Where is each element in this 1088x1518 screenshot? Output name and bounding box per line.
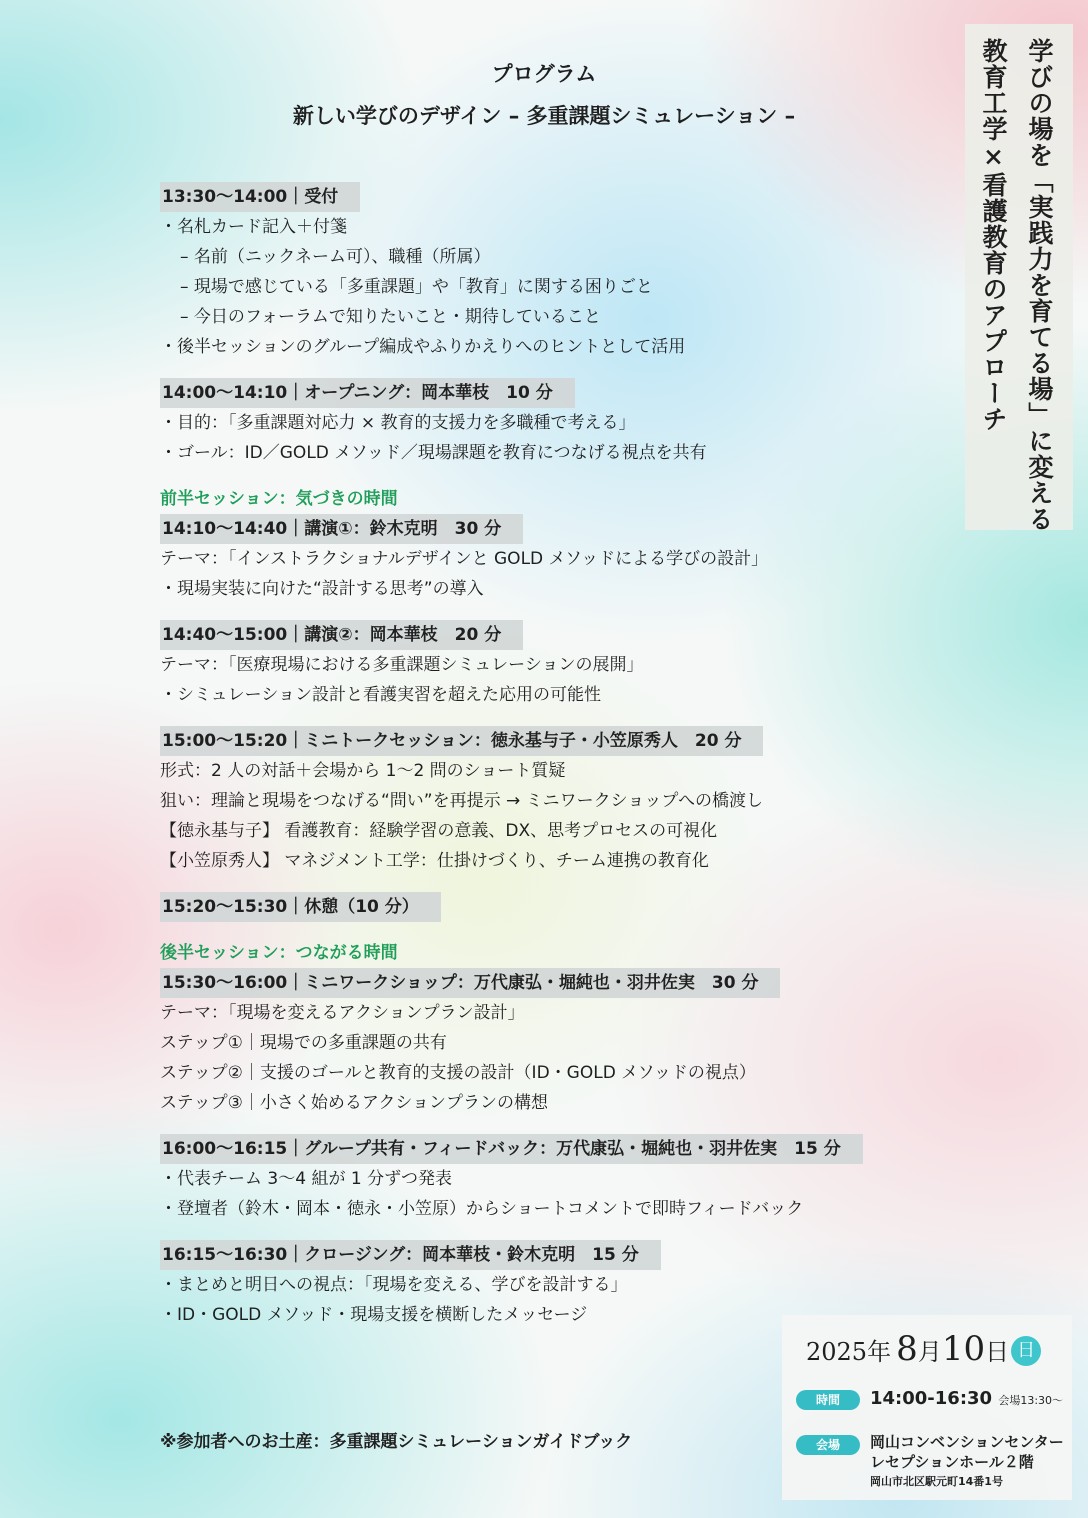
section-gap (160, 710, 940, 726)
time-slot-header: 15:00〜15:20｜ミニトークセッション：徳永基与子・小笠原秀人 20 分 (160, 726, 763, 756)
date-year: 2025 (806, 1338, 868, 1366)
venue-address: 岡山市北区駅元町14番1号 (870, 1475, 1003, 1488)
program-section (160, 182, 940, 362)
event-info-card (782, 1315, 1072, 1500)
time-slot-row (160, 514, 940, 544)
venue-line-1: 岡山コンベンションセンター (870, 1433, 1064, 1451)
program-section (160, 726, 940, 876)
time-slot-header: 14:40〜15:00｜講演②：岡本華枝 20 分 (160, 620, 523, 650)
program-section (160, 484, 940, 604)
time-slot-row (160, 182, 940, 212)
time-slot-row (160, 968, 940, 998)
venue-line-2: レセプションホール２階 (870, 1453, 1034, 1471)
page-subtitle: 新しい学びのデザイン – 多重課題シミュレーション – (292, 104, 796, 128)
time-slot-header: 14:10〜14:40｜講演①：鈴木克明 30 分 (160, 514, 523, 544)
time-label-pill: 時間 (796, 1390, 860, 1410)
date-day-unit: 日 (985, 1338, 1010, 1366)
time-slot-header: 15:30〜16:00｜ミニワークショップ：万代康弘・堀純也・羽井佐実 30 分 (160, 968, 780, 998)
time-slot-header: 16:15〜16:30｜クロージング：岡本華枝・鈴木克明 15 分 (160, 1240, 661, 1270)
section-gap (160, 922, 940, 938)
banner-line-2: 教育工学×看護教育のアプローチ (979, 38, 1008, 432)
program-schedule (160, 182, 940, 1330)
time-slot-row (160, 1134, 940, 1164)
date-year-unit: 年 (867, 1338, 892, 1366)
program-line: ・現場実装に向けた“設計する思考”の導入 (160, 579, 484, 599)
program-section (160, 620, 940, 710)
program-line: – 現場で感じている「多重課題」や「教育」に関する困りごと (180, 277, 653, 297)
time-slot-row (160, 378, 940, 408)
program-line: ・代表チーム 3〜4 組が 1 分ずつ発表 (160, 1169, 453, 1189)
section-gap (160, 362, 940, 378)
program-line: ・名札カード記入＋付箋 (160, 217, 347, 237)
program-line: テーマ：「インストラクショナルデザインと GOLD メソッドによる学びの設計」 (160, 549, 769, 569)
program-line: 【徳永基与子】 看護教育：経験学習の意義、DX、思考プロセスの可視化 (160, 821, 718, 841)
event-time (870, 1388, 1063, 1409)
program-line: ・シミュレーション設計と看護実習を超えた応用の可能性 (160, 685, 601, 705)
program-line: ステップ②｜支援のゴールと教育的支援の設計（ID・GOLD メソッドの視点） (160, 1063, 756, 1083)
time-slot-row (160, 726, 940, 756)
program-line: ・登壇者（鈴木・岡本・徳永・小笠原）からショートコメントで即時フィードバック (160, 1199, 804, 1219)
time-slot-header: 15:20〜15:30｜休憩（10 分） (160, 892, 441, 922)
program-section (160, 1134, 940, 1224)
venue-name (870, 1432, 1064, 1472)
date-day: 10 (941, 1329, 986, 1369)
program-line: ・目的：「多重課題対応力 × 教育的支援力を多職種で考える」 (160, 413, 636, 433)
date-month-unit: 月 (917, 1338, 942, 1366)
program-line: ・ゴール：ID／GOLD メソッド／現場課題を教育につなげる視点を共有 (160, 443, 707, 463)
event-time-value: 14:00-16:30 (870, 1388, 993, 1409)
program-section (160, 938, 940, 1118)
section-gap (160, 1118, 940, 1134)
program-line: テーマ：「医療現場における多重課題シミュレーションの展開」 (160, 655, 644, 675)
program-line: – 名前（ニックネーム可）、職種（所属） (180, 247, 491, 267)
date-month: 8 (896, 1329, 918, 1369)
program-line: テーマ：「現場を変えるアクションプラン設計」 (160, 1003, 525, 1023)
event-date (806, 1329, 1041, 1369)
time-slot-header: 13:30〜14:00｜受付 (160, 182, 360, 212)
section-gap (160, 876, 940, 892)
vertical-banner (965, 24, 1073, 530)
venue-label-pill: 会場 (796, 1435, 860, 1455)
program-line: ・まとめと明日への視点：「現場を変える、学びを設計する」 (160, 1275, 628, 1295)
program-line: ・ID・GOLD メソッド・現場支援を横断したメッセージ (160, 1305, 588, 1325)
page-title: プログラム (491, 62, 597, 86)
program-line: 狙い：理論と現場をつなげる“問い”を再提示 → ミニワークショップへの橋渡し (160, 791, 763, 811)
time-slot-row (160, 620, 940, 650)
program-line: ステップ①｜現場での多重課題の共有 (160, 1033, 447, 1053)
souvenir-note: ※参加者へのお土産：多重課題シミュレーションガイドブック (160, 1432, 633, 1452)
event-time-note: 会場13:30〜 (998, 1394, 1064, 1407)
banner-line-1: 学びの場を「実践力を育てる場」に変える (1025, 38, 1054, 532)
section-gap (160, 1224, 940, 1240)
session-heading: 前半セッション：気づきの時間 (160, 489, 398, 509)
time-slot-row (160, 1240, 940, 1270)
time-slot-row (160, 892, 940, 922)
time-slot-header: 16:00〜16:15｜グループ共有・フィードバック：万代康弘・堀純也・羽井佐実 15 分 (160, 1134, 863, 1164)
program-section (160, 892, 940, 922)
section-gap (160, 468, 940, 484)
program-section (160, 378, 940, 468)
program-line: ステップ③｜小さく始めるアクションプランの構想 (160, 1093, 549, 1113)
program-line: ・後半セッションのグループ編成やふりかえりへのヒントとして活用 (160, 337, 686, 357)
weekday-badge: 日 (1011, 1336, 1041, 1366)
program-line: 【小笠原秀人】 マネジメント工学：仕掛けづくり、チーム連携の教育化 (160, 851, 709, 871)
section-gap (160, 604, 940, 620)
time-slot-header: 14:00〜14:10｜オープニング：岡本華枝 10 分 (160, 378, 575, 408)
session-heading: 後半セッション：つながる時間 (160, 943, 398, 963)
program-line: – 今日のフォーラムで知りたいこと・期待していること (180, 307, 601, 327)
program-line: 形式：2 人の対話＋会場から 1〜2 問のショート質疑 (160, 761, 566, 781)
